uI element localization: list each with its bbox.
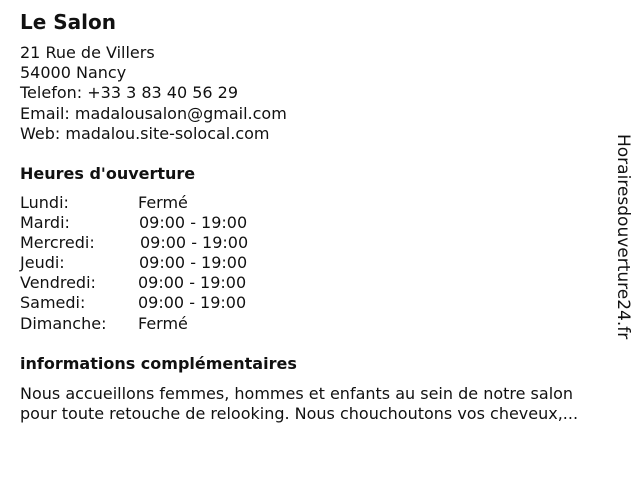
address-city: 54000 Nancy xyxy=(20,63,127,83)
hours-row-wednesday xyxy=(20,233,320,253)
hours-row-sunday xyxy=(20,314,320,334)
additional-info-text xyxy=(20,384,625,424)
hours-row-tuesday xyxy=(20,213,320,233)
day-hours: 09:00 - 19:00 xyxy=(140,233,249,253)
day-label: Mercredi: xyxy=(20,233,95,253)
additional-info-line: pour toute retouche de relooking. Nous chouchoutons vos cheveux,... xyxy=(20,404,579,423)
day-hours: 09:00 - 19:00 xyxy=(138,273,247,293)
phone-number: Telefon: +33 3 83 40 56 29 xyxy=(20,83,239,103)
additional-info-line: Nous accueillons femmes, hommes et enfants au sein de notre salon xyxy=(20,384,574,403)
day-label: Jeudi: xyxy=(20,253,65,273)
day-hours: 09:00 - 19:00 xyxy=(138,293,247,313)
website: Web: madalou.site-solocal.com xyxy=(20,123,270,143)
day-label: Samedi: xyxy=(20,293,86,313)
day-hours: Fermé xyxy=(138,313,188,333)
site-watermark: Horairesdouverture24.fr xyxy=(613,134,633,340)
day-label: Dimanche: xyxy=(20,313,107,333)
day-hours: 09:00 - 19:00 xyxy=(139,253,248,273)
day-label: Vendredi: xyxy=(20,273,96,293)
additional-info-heading: informations complémentaires xyxy=(20,354,297,373)
day-hours: Fermé xyxy=(138,193,188,212)
opening-hours-table xyxy=(20,193,320,334)
hours-row-friday xyxy=(20,273,320,293)
contact-details xyxy=(20,43,287,144)
hours-row-thursday xyxy=(20,253,320,273)
day-label: Mardi: xyxy=(20,213,70,233)
opening-hours-heading: Heures d'ouverture xyxy=(20,164,196,183)
address-street: 21 Rue de Villers xyxy=(20,43,155,62)
day-hours: 09:00 - 19:00 xyxy=(139,213,248,233)
day-label: Lundi: xyxy=(20,193,69,212)
salon-name: Le Salon xyxy=(20,10,117,34)
hours-row-saturday xyxy=(20,293,320,313)
email-address: Email: madalousalon@gmail.com xyxy=(20,103,287,123)
hours-row-monday xyxy=(20,193,320,213)
